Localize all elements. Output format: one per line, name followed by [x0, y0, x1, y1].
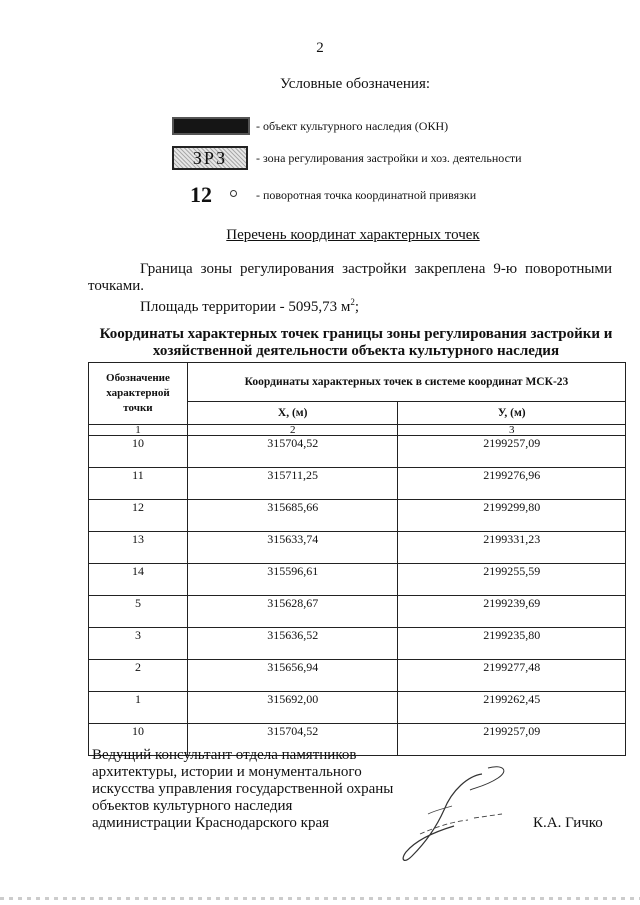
x-cell: 315704,52	[187, 724, 398, 756]
legend-title: Условные обозначения:	[279, 76, 431, 92]
table-row	[89, 596, 626, 628]
point-cell: 13	[89, 532, 188, 564]
y-cell: 2199257,09	[398, 724, 626, 756]
table-row	[89, 468, 626, 500]
x-cell: 315596,61	[187, 564, 398, 596]
header-y: У, (м)	[398, 402, 626, 425]
header-coordinates-group: Координаты характерных точек в системе координат МСК-23	[187, 363, 625, 402]
okn-symbol	[172, 117, 250, 135]
table-row	[89, 628, 626, 660]
table-row	[89, 692, 626, 724]
x-cell: 315633,74	[187, 532, 398, 564]
y-cell: 2199239,69	[398, 596, 626, 628]
legend-text-point: - поворотная точка координатной привязки	[256, 188, 477, 202]
legend-text-zrz: - зона регулирования застройки и хоз. деятельности	[256, 151, 522, 165]
col-number: 1	[89, 425, 188, 436]
point-dot-icon	[230, 190, 237, 197]
y-cell: 2199276,96	[398, 468, 626, 500]
position-line: искусства управления государственной охраны	[92, 781, 394, 797]
header-point-designation: Обозначение характерной точки	[89, 363, 188, 425]
x-cell: 315628,67	[187, 596, 398, 628]
point-cell: 12	[89, 500, 188, 532]
area-paragraph: Площадь территории - 5095,73 $м^2$;	[140, 297, 360, 315]
y-cell: 2199331,23	[398, 532, 626, 564]
col-number: 3	[398, 425, 626, 436]
point-cell: 14	[89, 564, 188, 596]
position-line: администрации Краснодарского края	[92, 815, 330, 831]
x-cell: 315685,66	[187, 500, 398, 532]
point-cell: 2	[89, 660, 188, 692]
y-cell: 2199299,80	[398, 500, 626, 532]
y-cell: 2199235,80	[398, 628, 626, 660]
x-cell: 315656,94	[187, 660, 398, 692]
signer-name: К.А. Гичко	[533, 815, 603, 831]
handwritten-signature	[390, 760, 520, 870]
position-line: Ведущий консультант отдела памятников	[92, 747, 357, 763]
y-cell: 2199257,09	[398, 436, 626, 468]
section-title: Перечень координат характерных точек	[226, 227, 480, 243]
signatory-position	[92, 747, 393, 832]
header-x: X, (м)	[187, 402, 398, 425]
legend-item-okn	[0, 117, 640, 145]
x-cell: 315692,00	[187, 692, 398, 724]
x-cell: 315711,25	[187, 468, 398, 500]
table-row	[89, 500, 626, 532]
table-row	[89, 436, 626, 468]
coordinates-table	[88, 362, 626, 756]
legend-item-zrz	[0, 146, 640, 174]
y-cell: 2199255,59	[398, 564, 626, 596]
point-cell: 10	[89, 724, 188, 756]
y-cell: 2199277,48	[398, 660, 626, 692]
point-cell: 1	[89, 692, 188, 724]
position-line: объектов культурного наследия	[92, 798, 293, 814]
table-row	[89, 660, 626, 692]
point-cell: 5	[89, 596, 188, 628]
scan-edge-artifact	[0, 897, 640, 900]
table-title: Координаты характерных точек границы зоны регулирования застройки и хозяйственной деятельности объекта культурного наследия	[99, 326, 613, 359]
position-line: архитектуры, истории и монументального	[92, 764, 362, 780]
y-cell: 2199262,45	[398, 692, 626, 724]
point-cell: 3	[89, 628, 188, 660]
page-number: 2	[316, 40, 324, 56]
zrz-symbol: ЗРЗ	[172, 146, 248, 170]
boundary-paragraph: Граница зоны регулирования застройки закреплена 9-ю поворотными точками.	[88, 261, 612, 294]
point-symbol-number: 12	[190, 182, 212, 207]
table-row	[89, 532, 626, 564]
x-cell: 315704,52	[187, 436, 398, 468]
col-number: 2	[187, 425, 398, 436]
point-cell: 10	[89, 436, 188, 468]
legend-text-okn: - объект культурного наследия (ОКН)	[256, 119, 449, 133]
x-cell: 315636,52	[187, 628, 398, 660]
legend-item-point	[0, 182, 640, 214]
table-row	[89, 564, 626, 596]
point-cell: 11	[89, 468, 188, 500]
